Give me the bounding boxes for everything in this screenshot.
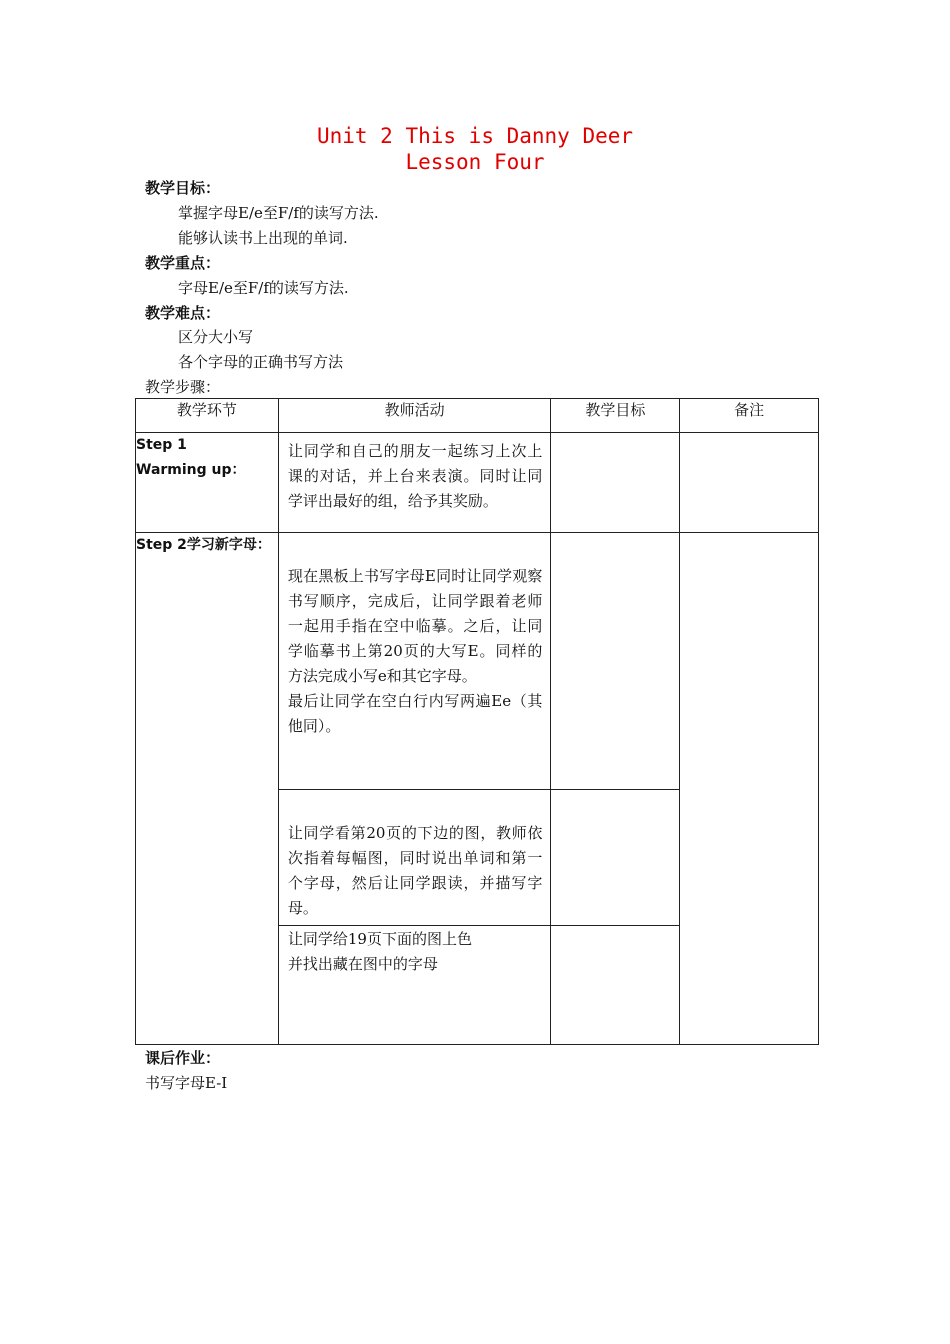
step2-activity-cell-a (278, 533, 551, 790)
difficulty-item: 各个字母的正确书写方法 (178, 353, 344, 371)
document-title: Unit 2 This is Danny Deer (316, 124, 634, 148)
objective-item: 掌握字母E/e至F/f的读写方法. (178, 204, 379, 222)
step1-label (136, 433, 279, 533)
lesson-steps-table (135, 398, 819, 1045)
lesson-subtitle: Lesson Four (405, 150, 545, 174)
step1-notes-cell (680, 433, 819, 533)
step1-number: Step 1 (136, 437, 187, 453)
difficulties-heading: 教学难点： (145, 304, 221, 322)
key-points-heading: 教学重点： (145, 254, 221, 272)
objective-item: 能够认读书上出现的单词. (178, 229, 348, 247)
table-header-row (136, 399, 819, 433)
header-stage: 教学环节 (136, 399, 279, 433)
step2-goal-cell-b (551, 790, 680, 926)
step2-activity-cell-c (278, 926, 551, 1045)
step2-goal-cell-c (551, 926, 680, 1045)
objectives-heading: 教学目标： (145, 179, 221, 197)
header-notes: 备注 (680, 399, 819, 433)
step2-goal-cell-a (551, 533, 680, 790)
step2-activity-a (279, 533, 551, 743)
difficulty-item: 区分大小写 (178, 328, 254, 346)
step2-notes-cell (680, 533, 819, 1045)
step2-activity-c-text: 让同学给19页下面的图上色 (287, 930, 472, 948)
homework-text: 书写字母E-I (145, 1074, 228, 1092)
steps-label: 教学步骤： (145, 378, 221, 396)
step1-title: Warming up： (136, 462, 246, 478)
homework-heading: 课后作业： (145, 1049, 221, 1067)
step2-activity-cell-b (278, 790, 551, 926)
step2-activity-c-text-2: 并找出藏在图中的字母 (287, 955, 438, 973)
step2-label: Step 2学习新字母： (136, 533, 279, 1045)
step1-activity: 让同学和自己的朋友一起练习上次上课的对话，并上台来表演。同时让同学评出最好的组，给予其奖励。 (287, 442, 543, 510)
step2-activity-c (279, 926, 551, 981)
step2-activity-a-text: 现在黑板上书写字母E同时让同学观察书写顺序，完成后，让同学跟着老师一起用手指在空中临摹。之后，让同学临摹书上第20页的大写E。同样的方法完成小写e和其它字母。 (287, 567, 543, 685)
key-point-item: 字母E/e至F/f的读写方法. (178, 279, 349, 297)
table-row (136, 433, 819, 533)
header-teacher-activity: 教师活动 (278, 399, 551, 433)
step2-activity-a-text-2: 最后让同学在空白行内写两遍Ee（其他同）。 (287, 692, 543, 735)
step2-activity-b: 让同学看第20页的下边的图，教师依次指着每幅图，同时说出单词和第一个字母，然后让同学跟读，并描写字母。 (287, 824, 543, 917)
step1-goal-cell (551, 433, 680, 533)
table-row (136, 533, 819, 790)
step1-activity-cell (278, 433, 551, 533)
header-teaching-goal: 教学目标 (551, 399, 680, 433)
